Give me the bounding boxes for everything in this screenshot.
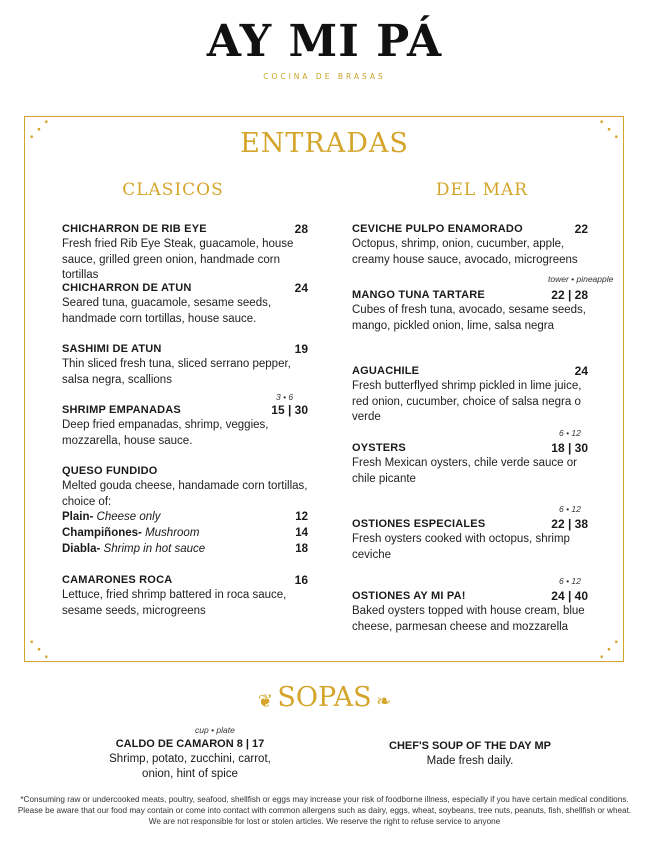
item-name: CHICHARRON DE ATUN [62,282,192,294]
logo-title: AY MI PÁ [206,16,443,67]
menu-item [352,517,588,563]
menu-item [352,441,588,487]
item-description: Seared tuna, guacamole, sesame seeds, handmade corn tortillas, house sauce. [62,297,272,325]
item-name: CHEF'S SOUP OF THE DAY MP [389,740,551,752]
disclaimer [0,794,649,827]
menu-item [62,342,308,388]
item-description: Fresh fried Rib Eye Steak, guacamole, house sauce, grilled green onion, handmade corn tortillas [62,238,294,281]
column-title-delmar: DEL MAR [435,180,529,200]
item-name: OSTIONES AY MI PA! [352,590,466,602]
item-description: onion, hint of spice [142,768,238,780]
item-description: Lettuce, fried shrimp battered in roca sauce, sesame seeds, microgreens [62,589,287,617]
option-price: 14 [295,527,308,539]
item-price: 22 [574,222,588,236]
item-name: QUESO FUNDIDO [62,465,158,477]
logo [0,14,649,81]
item-price: 16 [294,573,308,587]
item-price: 19 [294,342,308,356]
item-description: Octopus, shrimp, onion, cucumber, apple, creamy house sauce, avocado, microgreens [352,238,578,266]
option-detail: Mushroom [145,527,200,539]
option-detail: Shrimp in hot sauce [103,543,206,555]
item-description: Cubes of fresh tuna, avocado, sesame seeds, mango, pickled onion, lime, salsa negra [352,304,586,332]
queso-option [62,542,308,558]
corner-ornament-icon: ⋱ [598,116,620,141]
sopas-heading [0,682,649,713]
item-name: MANGO TUNA TARTARE [352,289,485,301]
item-description: Made fresh daily. [426,755,514,767]
item-name: CAMARONES ROCA [62,574,173,586]
size-labels: cup • plate [195,725,235,735]
item-name: CHICHARRON DE RIB EYE [62,223,207,235]
item-price: 24 [294,281,308,295]
menu-item [62,573,308,619]
option-label: Champiñones- [62,527,142,539]
menu-item [62,403,308,449]
item-description: Fresh butterflyed shrimp pickled in lime juice, red onion, cucumber, choice of salsa negra o verde [352,380,582,423]
disclaimer-line: We are not responsible for lost or stolen articles. We reserve the right to refuse service to anyone [148,817,501,826]
menu-item [352,288,588,334]
queso-option [62,526,308,542]
item-price: 22 | 28 [551,288,588,302]
item-description: Baked oysters topped with house cream, blue cheese, parmesan cheese and mozzarella [352,605,585,633]
disclaimer-line: Please be aware that our food may contain or come into contact with common allergens such as dairy, eggs, wheat, soybeans, tree nuts, peanuts, fish, shellfish or wheat. [17,806,632,815]
item-price: 28 [294,222,308,236]
item-description: Deep fried empanadas, shrimp, veggies, mozzarella, house sauce. [62,419,269,447]
corner-ornament-icon: ⋰ [598,636,620,661]
item-name: OYSTERS [352,442,406,454]
option-label: Plain- [62,511,94,523]
size-labels: 6 • 12 [559,428,581,438]
item-description: Thin sliced fresh tuna, sliced serrano pepper, salsa negra, scallions [62,358,291,386]
corner-ornament-icon: ⋰ [28,116,50,141]
item-price: 15 | 30 [271,403,308,417]
item-price: 22 | 38 [551,517,588,531]
size-labels: 6 • 12 [559,504,581,514]
disclaimer-line: *Consuming raw or undercooked meats, poultry, seafood, shellfish or eggs may increase your risk of foodborne illness, especially if you have certain medical conditions. [20,795,629,804]
menu-item [62,281,308,327]
size-labels: 3 • 6 [276,392,294,402]
item-description: Melted gouda cheese, handamade corn tortillas, choice of: [62,480,308,508]
item-name: SHRIMP EMPANADAS [62,404,181,416]
item-price: 24 [574,364,588,378]
section-title: ENTRADAS [240,128,409,159]
menu-item [352,364,588,426]
size-labels: tower • pineapple [548,274,614,284]
item-name: CEVICHE PULPO ENAMORADO [352,223,523,235]
option-label: Diabla- [62,543,101,555]
column-title-clasicos: CLASICOS [122,180,224,200]
sopas-title: SOPAS [277,682,372,713]
corner-ornament-icon: ⋱ [28,636,50,661]
option-price: 12 [295,511,308,523]
logo-subtitle: COCINA DE BRASAS [263,72,386,81]
item-price: 24 | 40 [551,589,588,603]
item-name: AGUACHILE [352,365,420,377]
item-description: Shrimp, potato, zucchini, carrot, [109,753,271,765]
item-name: CALDO DE CAMARON 8 | 17 [115,738,265,750]
item-name: SASHIMI DE ATUN [62,343,162,355]
item-description: Fresh oysters cooked with octopus, shrimp ceviche [352,533,570,561]
option-price: 18 [295,543,308,555]
menu-item [352,222,588,268]
soup-item [370,739,570,769]
menu-item [352,589,588,635]
soup-item [70,737,310,782]
flourish-right-icon: ❧ [376,691,392,712]
size-labels: 6 • 12 [559,576,581,586]
menu-item [62,464,308,558]
option-detail: Cheese only [96,511,161,523]
queso-option [62,510,308,526]
item-price: 18 | 30 [551,441,588,455]
item-description: Fresh Mexican oysters, chile verde sauce or chile picante [352,457,577,485]
menu-item [62,222,308,284]
item-name: OSTIONES ESPECIALES [352,518,486,530]
flourish-left-icon: ❦ [257,691,273,712]
